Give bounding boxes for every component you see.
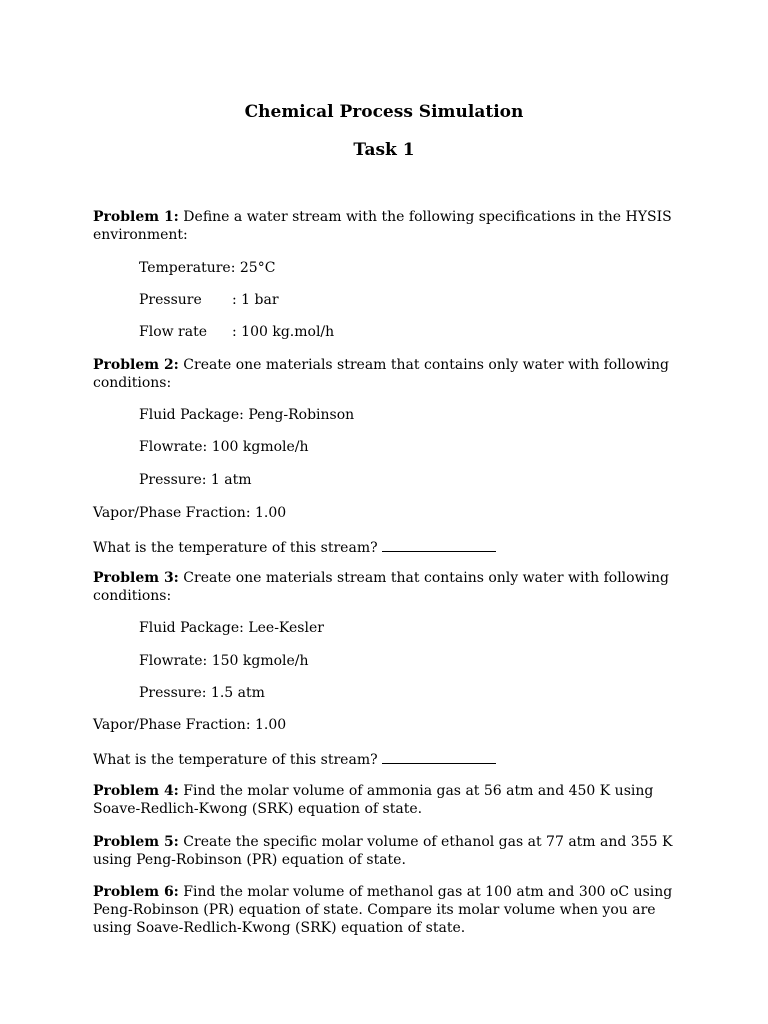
- problem-6-label: Problem 6:: [93, 884, 179, 900]
- problem-5-text: Create the specific molar volume of ethanol gas at 77 atm and 355 K using Peng-Robinson (PR) equation of state.: [93, 834, 673, 868]
- problem-1-statement: [93, 208, 683, 244]
- problem-1-temperature: Temperature: 25°C: [139, 260, 276, 276]
- flow-rate-value: : 100 kg.mol/h: [232, 324, 335, 340]
- problem-4-label: Problem 4:: [93, 783, 179, 799]
- problem-4-statement: [93, 782, 683, 818]
- problem-1-text: Define a water stream with the following specifications in the HYSIS environment:: [93, 209, 672, 243]
- problem-5-label: Problem 5:: [93, 834, 179, 850]
- problem-3-label: Problem 3:: [93, 570, 179, 586]
- problem-4-text: Find the molar volume of ammonia gas at 56 atm and 450 K using Soave-Redlich-Kwong (SRK) equation of state.: [93, 783, 654, 817]
- problem-1-flow-rate: [139, 323, 334, 341]
- problem-3-text: Create one materials stream that contains only water with following conditions:: [93, 570, 670, 604]
- problem-2-flowrate: Flowrate: 100 kgmole/h: [139, 439, 309, 455]
- document-title: Chemical Process Simulation: [244, 102, 524, 122]
- problem-2-text: Create one materials stream that contains only water with following conditions:: [93, 357, 670, 391]
- problem-6-text: Find the molar volume of methanol gas at 100 atm and 300 oC using Peng-Robinson (PR) equation of state. Compare its molar volume when you are using Soave-Redlich-Kwong (SRK) equation of state.: [93, 884, 673, 936]
- problem-2-statement: [93, 356, 683, 392]
- problem-1-pressure: [139, 291, 279, 309]
- document-subtitle: Task 1: [353, 140, 415, 160]
- problem-3-flowrate: Flowrate: 150 kgmole/h: [139, 653, 309, 669]
- problem-2-question: [93, 537, 683, 557]
- problem-2-question-text: What is the temperature of this stream?: [93, 540, 383, 556]
- problem-2-fluid-package: Fluid Package: Peng-Robinson: [139, 407, 355, 423]
- answer-blank[interactable]: [382, 537, 496, 552]
- problem-3-pressure: Pressure: 1.5 atm: [139, 685, 265, 701]
- problem-3-statement: [93, 569, 683, 605]
- problem-3-question-text: What is the temperature of this stream?: [93, 752, 383, 768]
- answer-blank[interactable]: [382, 749, 496, 764]
- problem-5-statement: [93, 833, 683, 869]
- pressure-label: Pressure: [139, 292, 202, 308]
- problem-1-label: Problem 1:: [93, 209, 179, 225]
- problem-3-question: [93, 749, 683, 769]
- flow-rate-label: Flow rate: [139, 324, 208, 340]
- problem-2-vapor-fraction: Vapor/Phase Fraction: 1.00: [93, 505, 287, 521]
- pressure-value: : 1 bar: [232, 292, 279, 308]
- problem-3-fluid-package: Fluid Package: Lee-Kesler: [139, 620, 324, 636]
- problem-3-vapor-fraction: Vapor/Phase Fraction: 1.00: [93, 717, 287, 733]
- problem-2-pressure: Pressure: 1 atm: [139, 472, 252, 488]
- problem-2-label: Problem 2:: [93, 357, 179, 373]
- problem-6-statement: [93, 883, 683, 937]
